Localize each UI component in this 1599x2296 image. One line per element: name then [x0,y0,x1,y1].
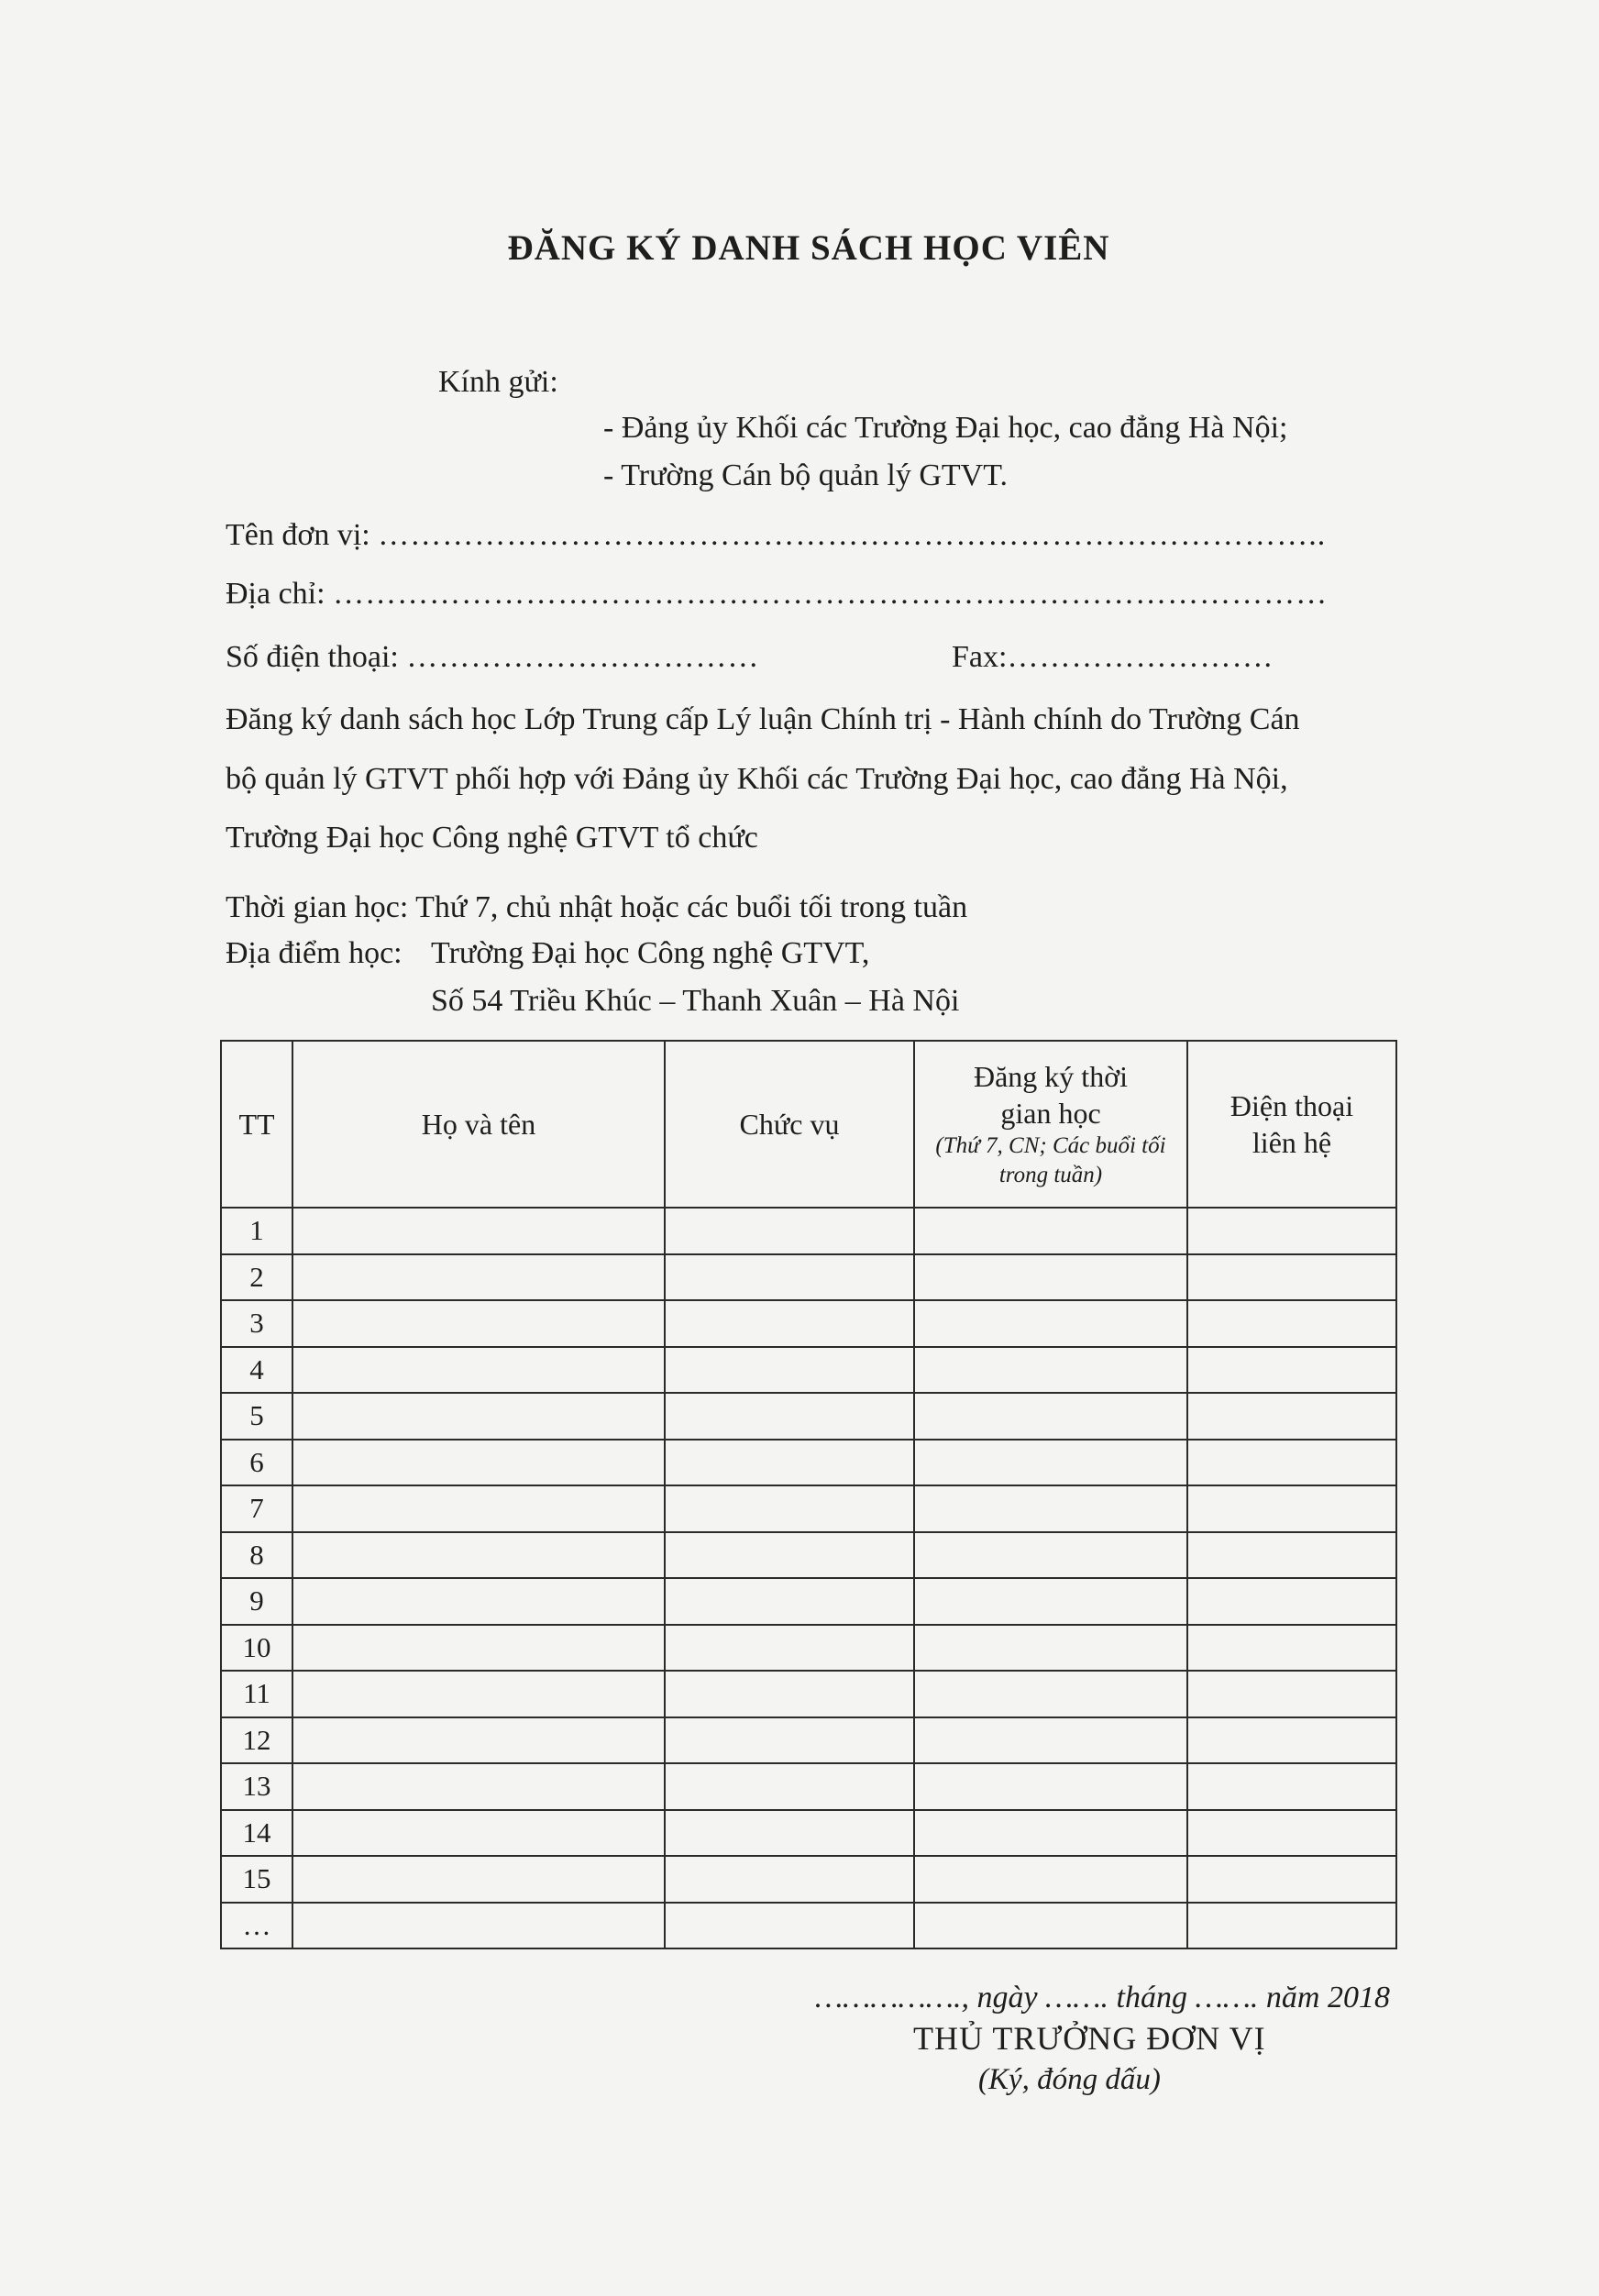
table-row [221,1347,1396,1394]
signature-note: (Ký, đóng dấu) [978,2063,1161,2096]
recipient-2: - Trường Cán bộ quản lý GTVT. [603,458,1008,492]
name-cell[interactable] [292,1763,665,1810]
row-number: 7 [221,1485,292,1532]
row-number: 9 [221,1578,292,1625]
intro-line-2: bộ quản lý GTVT phối hợp với Đảng ủy Khối các Trường Đại học, cao đẳng Hà Nội, [226,762,1288,796]
phone-cell[interactable] [1187,1763,1396,1810]
phone-cell[interactable] [1187,1903,1396,1949]
fax-dots: ……………………. [1007,640,1273,674]
reg-time-cell[interactable] [914,1393,1187,1440]
phone-cell[interactable] [1187,1300,1396,1347]
position-cell[interactable] [665,1763,914,1810]
schedule-location-2: Số 54 Triều Khúc – Thanh Xuân – Hà Nội [431,984,960,1018]
phone-cell[interactable] [1187,1625,1396,1672]
position-cell[interactable] [665,1903,914,1949]
position-cell[interactable] [665,1300,914,1347]
page-title: ĐĂNG KÝ DANH SÁCH HỌC VIÊN [507,228,1110,268]
name-cell[interactable] [292,1856,665,1903]
table-row [221,1717,1396,1764]
recipient-1: - Đảng ủy Khối các Trường Đại học, cao đẳng Hà Nội; [603,411,1288,445]
header-name: Họ và tên [292,1041,665,1208]
row-number: 2 [221,1254,292,1301]
header-phone-label: Điện thoại liên hệ [1230,1089,1354,1159]
reg-time-cell[interactable] [914,1485,1187,1532]
name-cell[interactable] [292,1717,665,1764]
name-cell[interactable] [292,1440,665,1486]
position-cell[interactable] [665,1208,914,1254]
name-cell[interactable] [292,1532,665,1579]
reg-time-cell[interactable] [914,1532,1187,1579]
phone-cell[interactable] [1187,1254,1396,1301]
unit-dots: …………………………………………………………………………….. [378,518,1327,552]
phone-label: Số điện thoại: [226,640,399,674]
table-row [221,1300,1396,1347]
reg-time-cell[interactable] [914,1671,1187,1717]
header-reg-time-hint: (Thứ 7, CN; Các buổi tối trong tuần) [935,1133,1166,1187]
date-line[interactable]: ……………., ngày ……. tháng ……. năm 2018 [814,1981,1390,2015]
reg-time-cell[interactable] [914,1347,1187,1394]
address-dots: ………………………………………………………………………………… [333,577,1329,611]
reg-time-cell[interactable] [914,1903,1187,1949]
header-reg-time-label: Đăng ký thời gian học [973,1060,1128,1130]
position-cell[interactable] [665,1578,914,1625]
name-cell[interactable] [292,1485,665,1532]
row-number: 6 [221,1440,292,1486]
reg-time-cell[interactable] [914,1578,1187,1625]
schedule-time: Thời gian học: Thứ 7, chủ nhật hoặc các buổi tối trong tuần [226,890,968,924]
header-tt: TT [221,1041,292,1208]
reg-time-cell[interactable] [914,1208,1187,1254]
row-number: 1 [221,1208,292,1254]
position-cell[interactable] [665,1532,914,1579]
table-row [221,1671,1396,1717]
table-row [221,1254,1396,1301]
name-cell[interactable] [292,1208,665,1254]
reg-time-cell[interactable] [914,1810,1187,1857]
row-number: 11 [221,1671,292,1717]
name-cell[interactable] [292,1578,665,1625]
name-cell[interactable] [292,1393,665,1440]
name-cell[interactable] [292,1625,665,1672]
row-number: 15 [221,1856,292,1903]
position-cell[interactable] [665,1856,914,1903]
table-row [221,1208,1396,1254]
phone-cell[interactable] [1187,1578,1396,1625]
reg-time-cell[interactable] [914,1856,1187,1903]
table-row [221,1393,1396,1440]
address-label: Địa chỉ: [226,577,325,611]
phone-dots: …………………………… [406,640,760,674]
table-row [221,1903,1396,1949]
position-cell[interactable] [665,1671,914,1717]
fax-field[interactable] [952,639,1273,676]
name-cell[interactable] [292,1810,665,1857]
reg-time-cell[interactable] [914,1300,1187,1347]
greeting-label: Kính gửi: [438,365,558,399]
header-phone [1187,1041,1396,1208]
position-cell[interactable] [665,1625,914,1672]
name-cell[interactable] [292,1347,665,1394]
table-row [221,1810,1396,1857]
name-cell[interactable] [292,1671,665,1717]
fax-label: Fax: [952,640,1008,674]
phone-cell[interactable] [1187,1532,1396,1579]
reg-time-cell[interactable] [914,1440,1187,1486]
table-row [221,1625,1396,1672]
reg-time-cell[interactable] [914,1763,1187,1810]
phone-cell[interactable] [1187,1810,1396,1857]
schedule-location-1: Trường Đại học Công nghệ GTVT, [431,936,870,970]
row-number: 4 [221,1347,292,1394]
table-row [221,1440,1396,1486]
reg-time-cell[interactable] [914,1254,1187,1301]
row-number: 3 [221,1300,292,1347]
unit-field[interactable] [226,517,1326,554]
table-row [221,1578,1396,1625]
registration-table [220,1040,1397,1949]
name-cell[interactable] [292,1903,665,1949]
address-field[interactable] [226,576,1328,613]
table-row [221,1856,1396,1903]
phone-cell[interactable] [1187,1393,1396,1440]
row-number: 10 [221,1625,292,1672]
phone-cell[interactable] [1187,1856,1396,1903]
schedule-location-label: Địa điểm học: [226,936,403,970]
row-number: 12 [221,1717,292,1764]
header-reg-time [914,1041,1187,1208]
position-cell[interactable] [665,1393,914,1440]
position-cell[interactable] [665,1717,914,1764]
row-number: … [221,1903,292,1949]
position-cell[interactable] [665,1254,914,1301]
position-cell[interactable] [665,1485,914,1532]
phone-cell[interactable] [1187,1347,1396,1394]
phone-cell[interactable] [1187,1717,1396,1764]
table-row [221,1763,1396,1810]
reg-time-cell[interactable] [914,1717,1187,1764]
intro-line-1: Đăng ký danh sách học Lớp Trung cấp Lý luận Chính trị - Hành chính do Trường Cán [226,702,1300,736]
phone-cell[interactable] [1187,1485,1396,1532]
signature-title: THỦ TRƯỞNG ĐƠN VỊ [913,2020,1266,2057]
phone-cell[interactable] [1187,1440,1396,1486]
position-cell[interactable] [665,1810,914,1857]
row-number: 5 [221,1393,292,1440]
position-cell[interactable] [665,1347,914,1394]
intro-line-3: Trường Đại học Công nghệ GTVT tổ chức [226,821,758,855]
name-cell[interactable] [292,1300,665,1347]
phone-cell[interactable] [1187,1671,1396,1717]
position-cell[interactable] [665,1440,914,1486]
phone-field[interactable] [226,639,759,676]
row-number: 8 [221,1532,292,1579]
row-number: 14 [221,1810,292,1857]
table-row [221,1485,1396,1532]
row-number: 13 [221,1763,292,1810]
header-position: Chức vụ [665,1041,914,1208]
table-row [221,1532,1396,1579]
unit-label: Tên đơn vị: [226,518,370,552]
table-body [221,1208,1396,1948]
reg-time-cell[interactable] [914,1625,1187,1672]
table-header-row [221,1041,1396,1208]
phone-cell[interactable] [1187,1208,1396,1254]
name-cell[interactable] [292,1254,665,1301]
